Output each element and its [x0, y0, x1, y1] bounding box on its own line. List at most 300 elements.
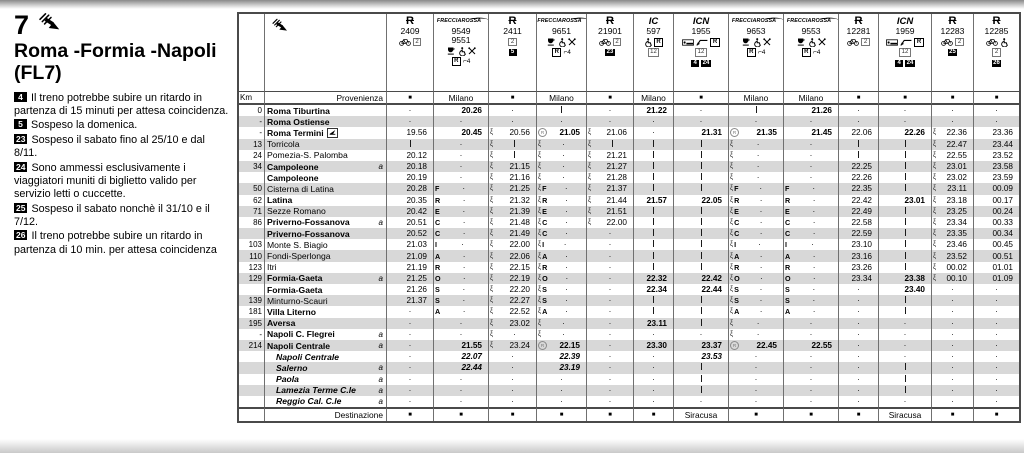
provenienza-value: ■ — [608, 94, 612, 101]
no-stop-dot: · — [857, 396, 860, 406]
reservation-circle-icon: R — [538, 128, 547, 137]
no-stop-dot: · — [759, 262, 763, 272]
time-value: 23.36 — [992, 128, 1013, 138]
km-value: 195 — [239, 318, 265, 329]
km-value — [239, 374, 265, 385]
cell-markers — [434, 274, 441, 283]
pass-through-mark — [674, 218, 728, 227]
time-cell-597 — [634, 396, 674, 407]
time-cell-2409 — [387, 340, 434, 351]
squiggle-mark: ξ — [490, 163, 494, 171]
vertical-brand-letter: A — [542, 307, 548, 317]
squiggle-mark: ξ — [490, 252, 494, 260]
squiggle-mark: ξ — [588, 207, 592, 215]
vertical-brand-letter: R — [785, 195, 791, 205]
no-stop-dot: · — [951, 385, 954, 395]
no-stop-dot: · — [699, 117, 703, 127]
no-stop-dot: · — [511, 396, 514, 406]
no-stop-dot: · — [459, 173, 463, 183]
frecciarossa-logo: FRECCIAROSSA — [437, 16, 485, 27]
squiggle-mark: ξ — [730, 241, 734, 249]
squiggle-mark: ξ — [538, 196, 542, 204]
provenienza-value: ■ — [856, 94, 861, 101]
time-cell-2411 — [489, 273, 537, 284]
time-value: 21.27 — [606, 162, 627, 172]
station-name: Minturno-Scauri — [267, 295, 328, 306]
service-icons-row — [682, 38, 719, 47]
cell-markers — [537, 341, 547, 350]
no-stop-dot: · — [462, 296, 466, 306]
time-value: 23.19 — [559, 363, 580, 373]
time-cell-9653 — [729, 362, 784, 373]
time-cell-9553 — [784, 183, 839, 194]
time-cell-21901 — [587, 362, 634, 373]
time-cell-12283 — [932, 284, 974, 295]
time-cell-9549 — [434, 374, 489, 385]
time-cell-12283 — [932, 172, 974, 183]
pass-through-mark — [879, 207, 931, 216]
time-value: 20.51 — [406, 217, 427, 227]
time-cell-2411 — [489, 183, 537, 194]
arrival-marker: a — [378, 273, 383, 283]
no-stop-dot: · — [462, 251, 466, 261]
no-stop-dot: · — [809, 318, 813, 328]
footnote-badge: 24 — [16, 161, 26, 172]
time-cell-9549 — [434, 139, 489, 150]
time-cell-21901 — [587, 385, 634, 396]
time-cell-9651 — [537, 385, 587, 396]
squiggle-mark: ξ — [730, 230, 734, 238]
provenienza-value: Milano — [798, 92, 824, 103]
squiggle-mark: ξ — [490, 185, 494, 193]
train-column-header-9653 — [729, 14, 784, 92]
level-4-icon: ⌐4 — [563, 49, 571, 56]
no-stop-dot: · — [565, 251, 569, 261]
service-icons-row — [992, 48, 1000, 57]
time-cell-12281 — [839, 351, 879, 362]
regional-logo: R — [992, 15, 1001, 27]
squiggle-mark: ξ — [730, 263, 734, 271]
no-stop-dot: · — [995, 329, 998, 339]
cell-markers — [537, 207, 547, 216]
time-cell-1955 — [674, 362, 729, 373]
train-number: 2409 — [400, 26, 420, 36]
no-stop-dot: · — [462, 307, 466, 317]
no-stop-dot: · — [608, 329, 612, 339]
destinazione-9653 — [729, 407, 784, 421]
no-stop-dot: · — [903, 396, 907, 406]
no-stop-dot: · — [903, 318, 907, 328]
no-stop-dot: · — [903, 106, 907, 116]
time-cell-2409 — [387, 206, 434, 217]
km-value: 34 — [239, 161, 265, 172]
no-stop-dot: · — [459, 385, 463, 395]
km-value: 50 — [239, 183, 265, 194]
time-cell-21901 — [587, 116, 634, 127]
station-name: Monte S. Biagio — [267, 239, 328, 250]
footnote-badge: 5 — [14, 119, 27, 129]
station-row-25 — [265, 374, 387, 385]
time-cell-9653 — [729, 183, 784, 194]
vertical-brand-letter: C — [734, 217, 740, 227]
no-stop-dot: · — [459, 150, 463, 160]
vertical-brand-letter: I — [785, 240, 787, 250]
time-cell-1955 — [674, 250, 729, 261]
time-cell-12285 — [974, 273, 1019, 284]
pass-through-mark — [879, 375, 931, 384]
vertical-brand-letter: R — [435, 195, 441, 205]
time-cell-597 — [634, 385, 674, 396]
squiggle-mark: ξ — [588, 140, 592, 148]
time-cell-12285 — [974, 396, 1019, 407]
time-cell-9651 — [537, 239, 587, 250]
time-cell-21901 — [587, 329, 634, 340]
time-cell-2411 — [489, 239, 537, 250]
squiggle-mark: ξ — [490, 274, 494, 282]
station-row-6 — [265, 161, 387, 172]
time-cell-597 — [634, 374, 674, 385]
vertical-brand-letter: R — [435, 262, 441, 272]
cell-markers — [537, 196, 547, 205]
squiggle-mark: ξ — [490, 140, 494, 148]
intercity-notte-logo: ICN — [896, 16, 914, 27]
time-cell-12285 — [974, 250, 1019, 261]
departures-arrow-icon — [37, 12, 65, 39]
provenienza-value: ■ — [408, 94, 412, 101]
vertical-brand-letter: C — [785, 217, 791, 227]
footnote-text: Sono ammessi esclusivamente i viaggiatori muniti di biglietto valido per servizio letti o cuccette. — [14, 161, 197, 201]
time-value: 00.10 — [946, 273, 967, 283]
time-cell-9549 — [434, 329, 489, 340]
no-stop-dot: · — [462, 262, 466, 272]
no-stop-dot: · — [995, 296, 998, 306]
time-value: 22.44 — [701, 285, 722, 295]
destinazione-value: ■ — [754, 412, 758, 419]
time-value: 19.56 — [406, 128, 427, 138]
pass-through-mark — [674, 162, 728, 171]
time-cell-9651 — [537, 374, 587, 385]
vertical-brand-letter: C — [785, 229, 791, 239]
no-stop-dot: · — [608, 240, 612, 250]
service-icons-row — [599, 38, 621, 47]
scan-top-edge — [0, 0, 1024, 9]
service-icons-row — [802, 48, 821, 57]
provenienza-label — [265, 92, 387, 105]
time-cell-12283 — [932, 340, 974, 351]
time-cell-9553 — [784, 116, 839, 127]
time-cell-597 — [634, 306, 674, 317]
squiggle-mark: ξ — [538, 163, 542, 171]
squiggle-mark: ξ — [933, 230, 937, 238]
arrival-marker: a — [378, 341, 383, 351]
station-name: Latina — [267, 195, 293, 206]
second-class-icon: 2 — [992, 48, 1000, 57]
time-cell-12281 — [839, 161, 879, 172]
timetable — [237, 12, 1021, 423]
no-stop-dot: · — [511, 363, 514, 373]
no-stop-dot: · — [759, 184, 763, 194]
restaurant-icon — [763, 38, 771, 46]
footnote-25 — [14, 203, 230, 230]
cell-markers — [537, 296, 547, 305]
destinazione-value: ■ — [408, 412, 412, 419]
pass-through-mark — [674, 184, 728, 193]
time-cell-12281 — [839, 105, 879, 116]
wheelchair-icon — [1000, 38, 1008, 47]
no-stop-dot: · — [699, 396, 703, 406]
time-cell-9549 — [434, 217, 489, 228]
time-cell-9653 — [729, 306, 784, 317]
vertical-brand-letter: S — [542, 296, 547, 306]
frecciarossa-logo: FRECCIAROSSA — [537, 16, 585, 27]
time-value: 21.16 — [509, 173, 530, 183]
second-class-icon: 2 — [861, 38, 869, 47]
no-stop-dot: · — [608, 251, 612, 261]
station-row-19 — [265, 306, 387, 317]
page-subtitle: (FL7) — [14, 61, 62, 84]
no-stop-dot: · — [560, 385, 563, 395]
no-stop-dot: · — [608, 262, 612, 272]
station-row-24 — [265, 362, 387, 373]
pass-through-mark — [634, 140, 673, 149]
regional-logo: R — [948, 15, 957, 27]
pass-through-mark — [674, 296, 728, 305]
squiggle-mark: ξ — [933, 185, 937, 193]
station-row-21 — [265, 329, 387, 340]
reservation-circle-icon: R — [538, 341, 547, 350]
destinazione-value: ■ — [608, 412, 612, 419]
cell-markers — [729, 240, 736, 249]
destinazione-9553 — [784, 407, 839, 421]
time-value: 21.15 — [509, 162, 530, 172]
time-cell-12285 — [974, 116, 1019, 127]
no-stop-dot: · — [951, 374, 954, 384]
destinazione-value: ■ — [559, 412, 564, 419]
time-value: 23.18 — [946, 195, 967, 205]
time-cell-9549 — [434, 228, 489, 239]
time-cell-2409 — [387, 161, 434, 172]
service-icons-row — [797, 38, 826, 47]
time-cell-9553 — [784, 318, 839, 329]
no-stop-dot: · — [951, 117, 954, 127]
no-stop-dot: · — [903, 329, 907, 339]
time-cell-12283 — [932, 262, 974, 273]
squiggle-mark: ξ — [538, 274, 542, 282]
no-stop-dot: · — [995, 341, 998, 351]
no-stop-dot: · — [857, 385, 860, 395]
no-stop-dot: · — [459, 374, 463, 384]
train-number: 21901 — [598, 26, 622, 36]
pass-through-mark — [674, 319, 728, 328]
pass-through-mark — [634, 229, 673, 238]
wheelchair-icon — [753, 38, 761, 47]
squiggle-mark: ξ — [730, 151, 734, 159]
airport-link-icon — [327, 128, 338, 138]
vertical-brand-letter: O — [435, 273, 441, 283]
squiggle-mark: ξ — [538, 185, 542, 193]
km-value: 62 — [239, 195, 265, 206]
km-value: - — [239, 127, 265, 138]
time-cell-9549 — [434, 362, 489, 373]
time-cell-9553 — [784, 273, 839, 284]
no-stop-dot: · — [608, 285, 612, 295]
time-cell-1959 — [879, 250, 932, 261]
footnotes-list — [14, 92, 230, 258]
vertical-brand-letter: S — [734, 296, 739, 306]
time-cell-9651 — [537, 127, 587, 138]
cell-markers — [537, 252, 547, 261]
vertical-brand-letter: R — [734, 262, 740, 272]
cell-markers — [537, 285, 547, 294]
time-cell-9651 — [537, 351, 587, 362]
time-value: 23.40 — [904, 285, 925, 295]
time-value: 20.35 — [406, 195, 427, 205]
km-column-header — [239, 14, 265, 92]
time-cell-1959 — [879, 150, 932, 161]
time-value: 23.46 — [946, 240, 967, 250]
time-cell-2411 — [489, 139, 537, 150]
vertical-brand-letter: R — [734, 195, 740, 205]
squiggle-mark: ξ — [588, 185, 592, 193]
destinazione-value: ■ — [651, 412, 656, 419]
no-stop-dot: · — [608, 374, 612, 384]
regional-logo: R — [854, 15, 863, 27]
squiggle-mark: ξ — [490, 174, 494, 182]
destinazione-value: ■ — [950, 412, 955, 419]
provenienza-2409 — [387, 92, 434, 105]
pass-through-mark — [879, 263, 931, 272]
time-cell-21901 — [587, 295, 634, 306]
no-stop-dot: · — [608, 385, 612, 395]
no-stop-dot: · — [461, 240, 464, 250]
no-stop-dot: · — [408, 341, 412, 351]
station-name: Campoleone — [267, 172, 319, 183]
pass-through-mark — [537, 106, 586, 115]
destinazione-value: Siracusa — [888, 410, 922, 421]
time-cell-12281 — [839, 217, 879, 228]
time-value: 23.34 — [851, 273, 872, 283]
service-icons-row — [605, 48, 615, 57]
time-value: 21.49 — [509, 229, 530, 239]
no-stop-dot: · — [809, 162, 813, 172]
no-stop-dot: · — [608, 229, 612, 239]
squiggle-mark: ξ — [730, 252, 734, 260]
time-cell-1959 — [879, 306, 932, 317]
time-cell-2409 — [387, 318, 434, 329]
no-stop-dot: · — [812, 262, 816, 272]
no-stop-dot: · — [565, 296, 568, 306]
train-column-header-12285 — [974, 14, 1019, 92]
cell-markers — [729, 263, 739, 272]
squiggle-mark: ξ — [490, 286, 494, 294]
squiggle-mark: ξ — [730, 286, 734, 294]
time-cell-12281 — [839, 396, 879, 407]
time-cell-2411 — [489, 295, 537, 306]
no-stop-dot: · — [951, 329, 954, 339]
time-cell-9653 — [729, 250, 784, 261]
time-cell-597 — [634, 105, 674, 116]
no-stop-dot: · — [562, 139, 565, 149]
sleeper-icon — [886, 39, 898, 46]
time-cell-1955 — [674, 139, 729, 150]
service-icons-row — [644, 38, 663, 47]
no-stop-dot: · — [812, 307, 816, 317]
squiggle-mark: ξ — [933, 163, 937, 171]
destinazione-1959 — [879, 407, 932, 421]
time-cell-1959 — [879, 239, 932, 250]
time-cell-1959 — [879, 172, 932, 183]
reservation-icon: R — [654, 38, 663, 47]
time-cell-2411 — [489, 195, 537, 206]
pass-through-mark — [634, 296, 673, 305]
pass-through-mark — [634, 184, 673, 193]
no-stop-dot: · — [809, 396, 813, 406]
time-cell-12285 — [974, 206, 1019, 217]
service-icons-row — [986, 38, 1008, 47]
cell-markers — [729, 196, 739, 205]
station-row-9 — [265, 195, 387, 206]
squiggle-mark: ξ — [490, 308, 494, 316]
time-value: 21.28 — [606, 173, 627, 183]
time-value: 20.19 — [406, 173, 427, 183]
time-value: 20.18 — [406, 162, 427, 172]
destinazione-9549 — [434, 407, 489, 421]
time-value: 23.37 — [701, 341, 722, 351]
time-cell-1959 — [879, 374, 932, 385]
time-cell-2409 — [387, 329, 434, 340]
station-name: Salerno — [276, 362, 308, 373]
time-cell-12283 — [932, 329, 974, 340]
pass-through-mark — [879, 173, 931, 182]
time-cell-9653 — [729, 239, 784, 250]
departures-arrow-icon — [271, 18, 291, 36]
restaurant-icon — [468, 47, 476, 55]
time-value: 22.34 — [646, 285, 667, 295]
no-stop-dot: · — [809, 150, 813, 160]
no-stop-dot: · — [563, 240, 567, 250]
time-cell-12283 — [932, 228, 974, 239]
time-cell-1955 — [674, 183, 729, 194]
cell-markers — [537, 307, 547, 316]
pass-through-mark — [879, 240, 931, 249]
time-cell-12285 — [974, 295, 1019, 306]
time-cell-2411 — [489, 150, 537, 161]
pass-through-mark — [879, 363, 931, 372]
time-value: 22.26 — [851, 173, 872, 183]
time-cell-21901 — [587, 217, 634, 228]
cell-markers — [729, 274, 740, 283]
train-column-header-2409 — [387, 14, 434, 92]
time-value: 21.51 — [606, 206, 627, 216]
no-stop-dot: · — [809, 352, 813, 362]
no-stop-dot: · — [812, 184, 816, 194]
time-value: 21.06 — [606, 128, 627, 138]
bicycle-icon — [941, 38, 953, 46]
no-stop-dot: · — [951, 318, 954, 328]
time-value: 00.33 — [992, 217, 1013, 227]
squiggle-mark: ξ — [490, 151, 494, 159]
time-cell-9549 — [434, 295, 489, 306]
arrival-marker: a — [378, 162, 383, 172]
squiggle-mark: ξ — [933, 207, 937, 215]
cell-markers — [537, 240, 544, 249]
vertical-brand-letter: R — [542, 262, 548, 272]
reservation-icon: R — [710, 38, 719, 47]
time-cell-21901 — [587, 340, 634, 351]
km-value — [239, 385, 265, 396]
station-name: Torricola — [267, 139, 300, 150]
time-cell-12281 — [839, 318, 879, 329]
